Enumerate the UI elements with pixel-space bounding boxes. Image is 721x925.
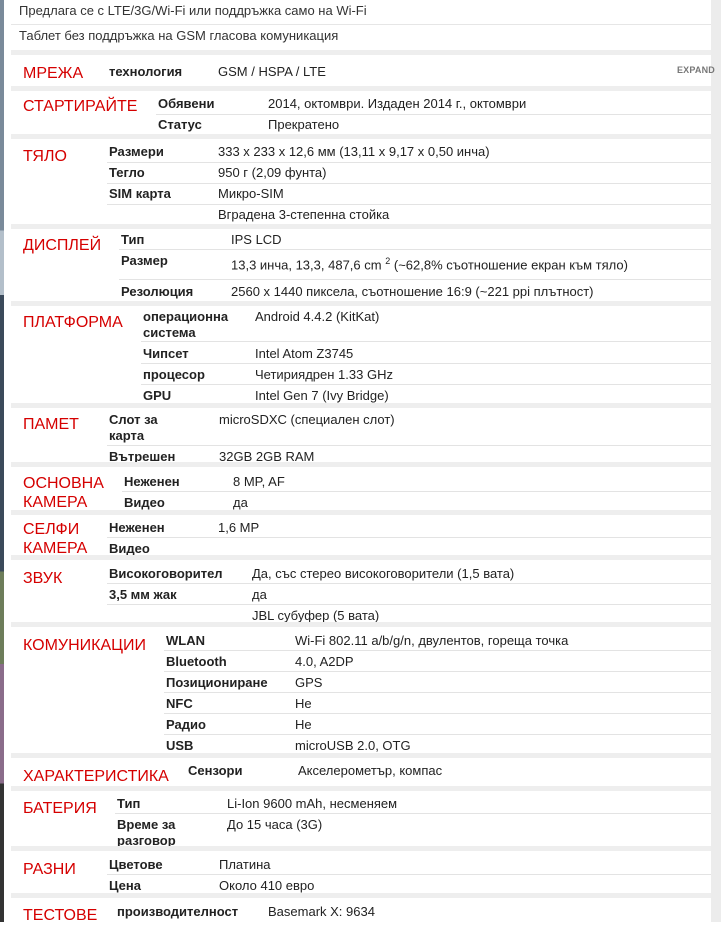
section-title: КОМУНИКАЦИИ <box>23 637 146 654</box>
row-value: Четириядрен 1.33 GHz <box>255 367 393 382</box>
row-divider <box>164 671 711 672</box>
row-label: Тип <box>121 232 145 247</box>
row-label: Резолюция <box>121 284 194 299</box>
label-line: карта <box>109 428 145 443</box>
row-value: Микро-SIM <box>218 186 284 201</box>
row-value: Wi-Fi 802.11 a/b/g/n, двулентов, гореща точка <box>295 633 569 648</box>
section-title: ХАРАКТЕРИСТИКА <box>23 768 169 785</box>
row-divider <box>164 713 711 714</box>
section-title <box>23 474 104 512</box>
section-tests <box>11 893 711 922</box>
row-divider <box>164 734 711 735</box>
row-divider <box>122 491 711 492</box>
row-label <box>109 412 158 444</box>
row-value: IPS LCD <box>231 232 282 247</box>
title-line: КАМЕРА <box>23 494 88 511</box>
label-line: Време за <box>117 817 176 832</box>
row-divider <box>107 537 711 538</box>
row-value: 2014, октомври. Издаден 2014 г., октомври <box>268 96 527 111</box>
label-line: разговор <box>117 833 176 848</box>
row-divider <box>107 583 711 584</box>
row-divider <box>107 183 711 184</box>
title-line: КАМЕРА <box>23 540 88 557</box>
expand-link[interactable]: EXPAND <box>676 65 715 75</box>
spec-sheet <box>11 0 715 924</box>
row-divider <box>115 813 711 814</box>
row-divider <box>107 604 711 605</box>
row-value: 2560 x 1440 пиксела, съотношение 16:9 (~221 ppi плътност) <box>231 284 594 299</box>
row-value: 950 г (2,09 фунта) <box>218 165 327 180</box>
row-value: Не <box>295 696 312 711</box>
row-divider <box>107 445 711 446</box>
row-divider <box>164 692 711 693</box>
section-title: МРЕЖА <box>23 65 84 82</box>
section-title: ТЯЛО <box>23 148 67 165</box>
row-value: Акселерометър, компас <box>298 763 443 778</box>
row-value: До 15 часа (3G) <box>227 817 323 832</box>
row-label: Чипсет <box>143 346 189 361</box>
section-body <box>11 134 711 224</box>
row-label: GPU <box>143 388 172 403</box>
row-label: Bluetooth <box>166 654 227 669</box>
row-value: да <box>252 587 267 602</box>
row-label: Сензори <box>188 763 243 778</box>
section-title: ДИСПЛЕЙ <box>23 237 102 254</box>
scrollbar-track[interactable] <box>711 0 721 922</box>
title-line: ОСНОВНА <box>23 475 104 492</box>
row-label: Цена <box>109 878 141 893</box>
row-label: Размери <box>109 144 164 159</box>
row-value: Не <box>295 717 312 732</box>
row-divider <box>164 650 711 651</box>
left-edge-strip <box>0 0 4 922</box>
row-label: USB <box>166 738 194 753</box>
section-misc <box>11 846 711 896</box>
section-main-camera <box>11 462 711 511</box>
section-display <box>11 224 711 301</box>
section-title: РАЗНИ <box>23 861 76 878</box>
row-value <box>231 253 628 273</box>
row-label: 3,5 мм жак <box>109 587 177 602</box>
label-line: Слот за <box>109 412 158 427</box>
label-line: операционна <box>143 309 229 324</box>
title-line: СЕЛФИ <box>23 521 80 538</box>
row-value: Li-Ion 9600 mAh, несменяем <box>227 796 398 811</box>
row-value: 32GB 2GB RAM <box>219 449 315 464</box>
row-label: Високоговорител <box>109 566 223 581</box>
row-label: WLAN <box>166 633 205 648</box>
row-value: JBL субуфер (5 вата) <box>252 608 380 623</box>
row-label: NFC <box>166 696 193 711</box>
row-label: Неженен <box>109 520 165 535</box>
row-value: да <box>233 495 248 510</box>
row-value: microSDXC (специален слот) <box>219 412 395 427</box>
section-selfie-camera <box>11 510 711 560</box>
row-label: производителност <box>117 904 239 919</box>
row-label: Цветове <box>109 857 163 872</box>
section-launch <box>11 86 711 134</box>
row-divider <box>119 279 711 280</box>
size-value: 13,3 инча, 13,3, 487,6 cm <box>231 257 382 273</box>
row-divider <box>141 363 711 364</box>
divider <box>11 24 711 25</box>
section-title <box>23 520 87 558</box>
row-label: Видео <box>109 541 150 556</box>
row-divider <box>156 114 711 115</box>
availability-note: Предлага се с LTE/3G/Wi-Fi или поддръжка само на Wi-Fi <box>19 3 367 18</box>
row-value: GSM / HSPA / LTE <box>218 64 326 79</box>
row-label: Обявени <box>158 96 215 111</box>
row-divider <box>107 162 711 163</box>
row-label: Тип <box>117 796 141 811</box>
row-divider <box>107 204 711 205</box>
row-label: Радио <box>166 717 206 732</box>
section-platform <box>11 301 711 405</box>
size-ratio: (~62,8% съотношение екран към тяло) <box>393 257 628 273</box>
section-title: ПАМЕТ <box>23 416 79 433</box>
row-divider <box>119 249 711 250</box>
row-divider <box>141 384 711 385</box>
row-label: технология <box>109 64 183 79</box>
row-value: 4.0, A2DP <box>295 654 354 669</box>
row-value: 1,6 MP <box>218 520 260 535</box>
row-value: Платина <box>219 857 271 872</box>
row-label: Размер <box>121 253 168 268</box>
row-label: Статус <box>158 117 202 132</box>
row-value: Вградена 3-степенна стойка <box>218 207 390 222</box>
row-label: Неженен <box>124 474 180 489</box>
section-communications <box>11 622 711 756</box>
row-label: Тегло <box>109 165 145 180</box>
section-title: СТАРТИРАЙТЕ <box>23 98 138 115</box>
row-label: Видео <box>124 495 165 510</box>
section-battery <box>11 786 711 848</box>
section-network <box>11 50 715 86</box>
row-value: microUSB 2.0, OTG <box>295 738 411 753</box>
superscript: 2 <box>385 256 391 266</box>
row-value: Basemark X: 9634 <box>268 904 375 919</box>
section-sound <box>11 555 711 625</box>
row-label: Позициониране <box>166 675 268 690</box>
label-line: система <box>143 325 196 340</box>
row-label: SIM карта <box>109 186 171 201</box>
section-memory <box>11 403 711 466</box>
row-value: GPS <box>295 675 323 690</box>
row-value: 333 x 233 x 12,6 мм (13,11 x 9,17 x 0,50 инча) <box>218 144 490 159</box>
row-label: Вътрешен <box>109 449 176 464</box>
row-divider <box>107 874 711 875</box>
section-title: ЗВУК <box>23 570 63 587</box>
row-value: Intel Atom Z3745 <box>255 346 354 361</box>
row-label <box>117 817 176 849</box>
row-value: Android 4.4.2 (KitKat) <box>255 309 380 324</box>
row-value: Intel Gen 7 (Ivy Bridge) <box>255 388 389 403</box>
section-title: БАТЕРИЯ <box>23 800 97 817</box>
section-title: ПЛАТФОРМА <box>23 314 123 331</box>
row-value: Около 410 евро <box>219 878 315 893</box>
row-label: процесор <box>143 367 205 382</box>
row-value: Да, със стерео високоговорители (1,5 вата) <box>252 566 515 581</box>
row-value: Прекратено <box>268 117 340 132</box>
section-title: ТЕСТОВЕ <box>23 907 98 924</box>
row-value: 8 MP, AF <box>233 474 285 489</box>
row-label <box>143 309 228 341</box>
row-divider <box>141 341 711 342</box>
voice-note: Таблет без поддръжка на GSM гласова комуникация <box>19 28 339 43</box>
section-features <box>11 753 711 789</box>
